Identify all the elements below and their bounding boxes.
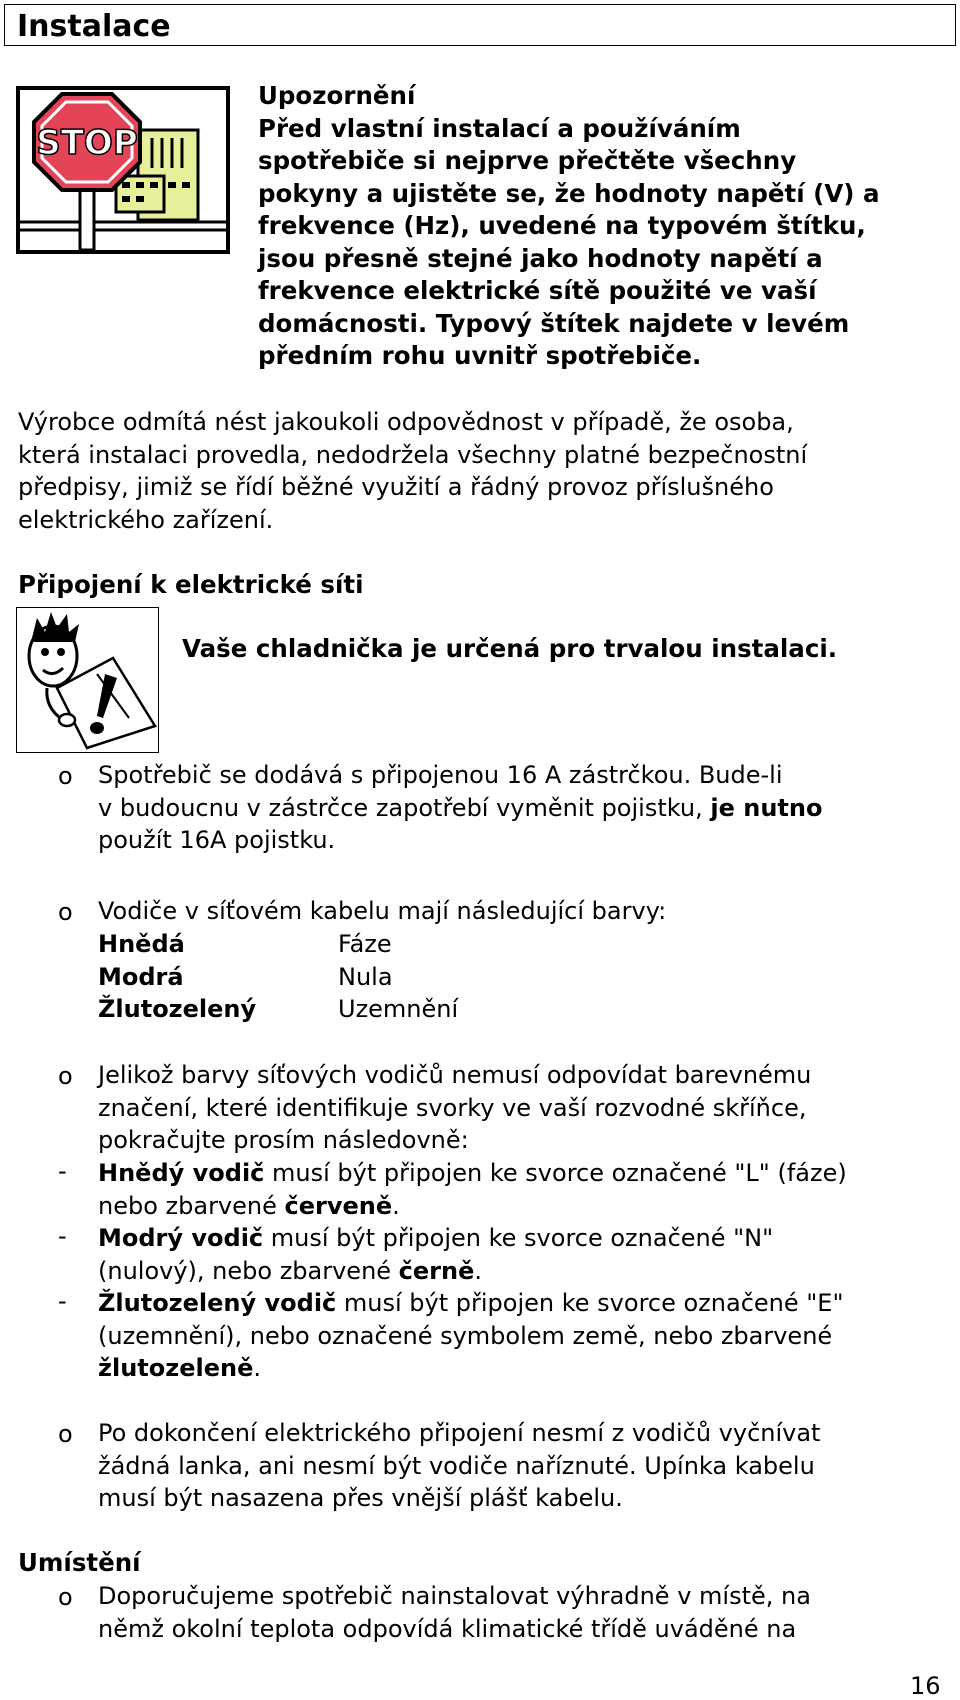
dash-marker: - (58, 1287, 67, 1315)
section-header (4, 4, 956, 46)
bullet-marker: o (58, 898, 73, 926)
text-line: Jelikož barvy síťových vodičů nemusí odpovídat barevnému (98, 1061, 812, 1089)
text-line: použít 16A pojistku. (98, 826, 336, 854)
cartoon-person-icon (17, 608, 158, 752)
text-line (98, 1287, 948, 1320)
text-line (98, 1157, 948, 1190)
warning-heading: Upozornění (258, 81, 416, 110)
text-span: (nulový), nebo zbarvené (98, 1256, 399, 1285)
text-span: v budoucnu v zástrčce zapotřebí vyměnit pojistku, (98, 793, 711, 822)
bold-span: Modrý vodič (98, 1224, 264, 1252)
dash-marker: - (58, 1222, 67, 1250)
brown-wire-instruction (98, 1157, 948, 1222)
text-line (98, 792, 948, 825)
bold-span: žlutozeleně (98, 1354, 254, 1382)
wire-meaning: Fáze (338, 930, 392, 958)
bullet-marker: o (58, 1583, 73, 1611)
blue-wire-instruction (98, 1222, 948, 1287)
warning-line: domácnosti. Typový štítek najdete v levém (258, 308, 850, 338)
bullet-marker: o (58, 762, 73, 790)
text-span: nebo zbarvené (98, 1191, 285, 1220)
disclaimer-line: která instalaci provedla, nedodržela všechny platné bezpečnostní (18, 440, 808, 469)
disclaimer-paragraph (18, 406, 938, 536)
text-line: Spotřebič se dodává s připojenou 16 A zástrčkou. Bude-li (98, 761, 783, 789)
disclaimer-line: elektrického zařízení. (18, 505, 274, 534)
text-line: Po dokončení elektrického připojení nesmí z vodičů vyčnívat (98, 1419, 821, 1447)
wire-color: Žlutozelený (98, 995, 257, 1023)
text-span: . (392, 1191, 400, 1220)
wire-color: Modrá (98, 962, 184, 991)
connection-section-title: Připojení k elektrické síti (18, 570, 364, 599)
green-yellow-wire-instruction (98, 1287, 948, 1385)
cartoon-illustration (16, 607, 159, 753)
text-span: . (253, 1354, 261, 1382)
wire-meaning: Nula (338, 962, 393, 991)
bullet-marker: o (58, 1420, 73, 1448)
page-number: 16 (910, 1672, 941, 1700)
dash-marker: - (58, 1157, 67, 1185)
text-line (98, 1255, 948, 1288)
warning-line: spotřebiče si nejprve přečtěte všechny (258, 146, 797, 175)
warning-block (258, 80, 948, 373)
terminal-instructions (98, 1059, 948, 1157)
text-line (98, 1190, 948, 1223)
text-line: Doporučujeme spotřebič nainstalovat výhradně v místě, na (98, 1582, 811, 1610)
warning-line: frekvence (Hz), uvedené na typovém štítku, (258, 211, 866, 240)
warning-line: frekvence elektrické sítě použité ve vaší (258, 276, 817, 305)
bold-span: Žlutozelený vodič (98, 1289, 337, 1317)
wire-color: Hnědá (98, 930, 185, 958)
wire-colors-intro: Vodiče v síťovém kabelu mají následující barvy: (98, 897, 667, 925)
text-span: musí být připojen ke svorce označené "E" (336, 1289, 844, 1317)
text-line: pokračujte prosím následovně: (98, 1126, 469, 1154)
placement-item (98, 1580, 948, 1645)
warning-line: pokyny a ujistěte se, že hodnoty napětí (V) a (258, 178, 880, 208)
cable-finish-item (98, 1417, 948, 1515)
text-line (98, 1222, 948, 1255)
bold-span: červeně (284, 1191, 393, 1220)
bold-span: černě (398, 1256, 475, 1285)
installation-callout: Vaše chladnička je určená pro trvalou instalaci. (182, 634, 838, 663)
text-span: musí být připojen ke svorce označené "N" (263, 1224, 774, 1252)
text-line (98, 1352, 948, 1385)
text-line: musí být nasazena přes vnější plášť kabelu. (98, 1484, 623, 1512)
placement-section-title: Umístění (18, 1548, 141, 1577)
disclaimer-line: předpisy, jimiž se řídí běžné využití a řádný provoz příslušného (18, 473, 774, 501)
stop-sign-illustration (16, 86, 230, 254)
disclaimer-line: Výrobce odmítá nést jakoukoli odpovědnost v případě, že osoba, (18, 408, 794, 436)
stop-sign-icon (20, 90, 226, 250)
text-span: . (474, 1256, 483, 1285)
bold-span: je nutno (710, 793, 823, 822)
text-line: žádná lanka, ani nesmí být vodiče naříznuté. Upínka kabelu (98, 1451, 815, 1480)
text-line: značení, které identifikuje svorky ve vaší rozvodné skříňce, (98, 1093, 807, 1122)
warning-line: předním rohu uvnitř spotřebiče. (258, 341, 702, 370)
stop-sign-text: STOP (36, 123, 138, 163)
section-title: Instalace (17, 9, 171, 44)
bold-span: Hnědý vodič (98, 1159, 265, 1187)
wire-meaning: Uzemnění (338, 995, 459, 1023)
text-span: musí být připojen ke svorce označené "L" (fáze) (264, 1159, 847, 1187)
text-line: (uzemnění), nebo označené symbolem země, nebo zbarvené (98, 1321, 833, 1350)
warning-line: Před vlastní instalací a používáním (258, 113, 741, 143)
text-line: němž okolní teplota odpovídá klimatické třídě uváděné na (98, 1614, 797, 1643)
plug-info-item (98, 759, 948, 857)
bullet-marker: o (58, 1062, 73, 1090)
warning-line: jsou přesně stejné jako hodnoty napětí a (258, 243, 823, 273)
